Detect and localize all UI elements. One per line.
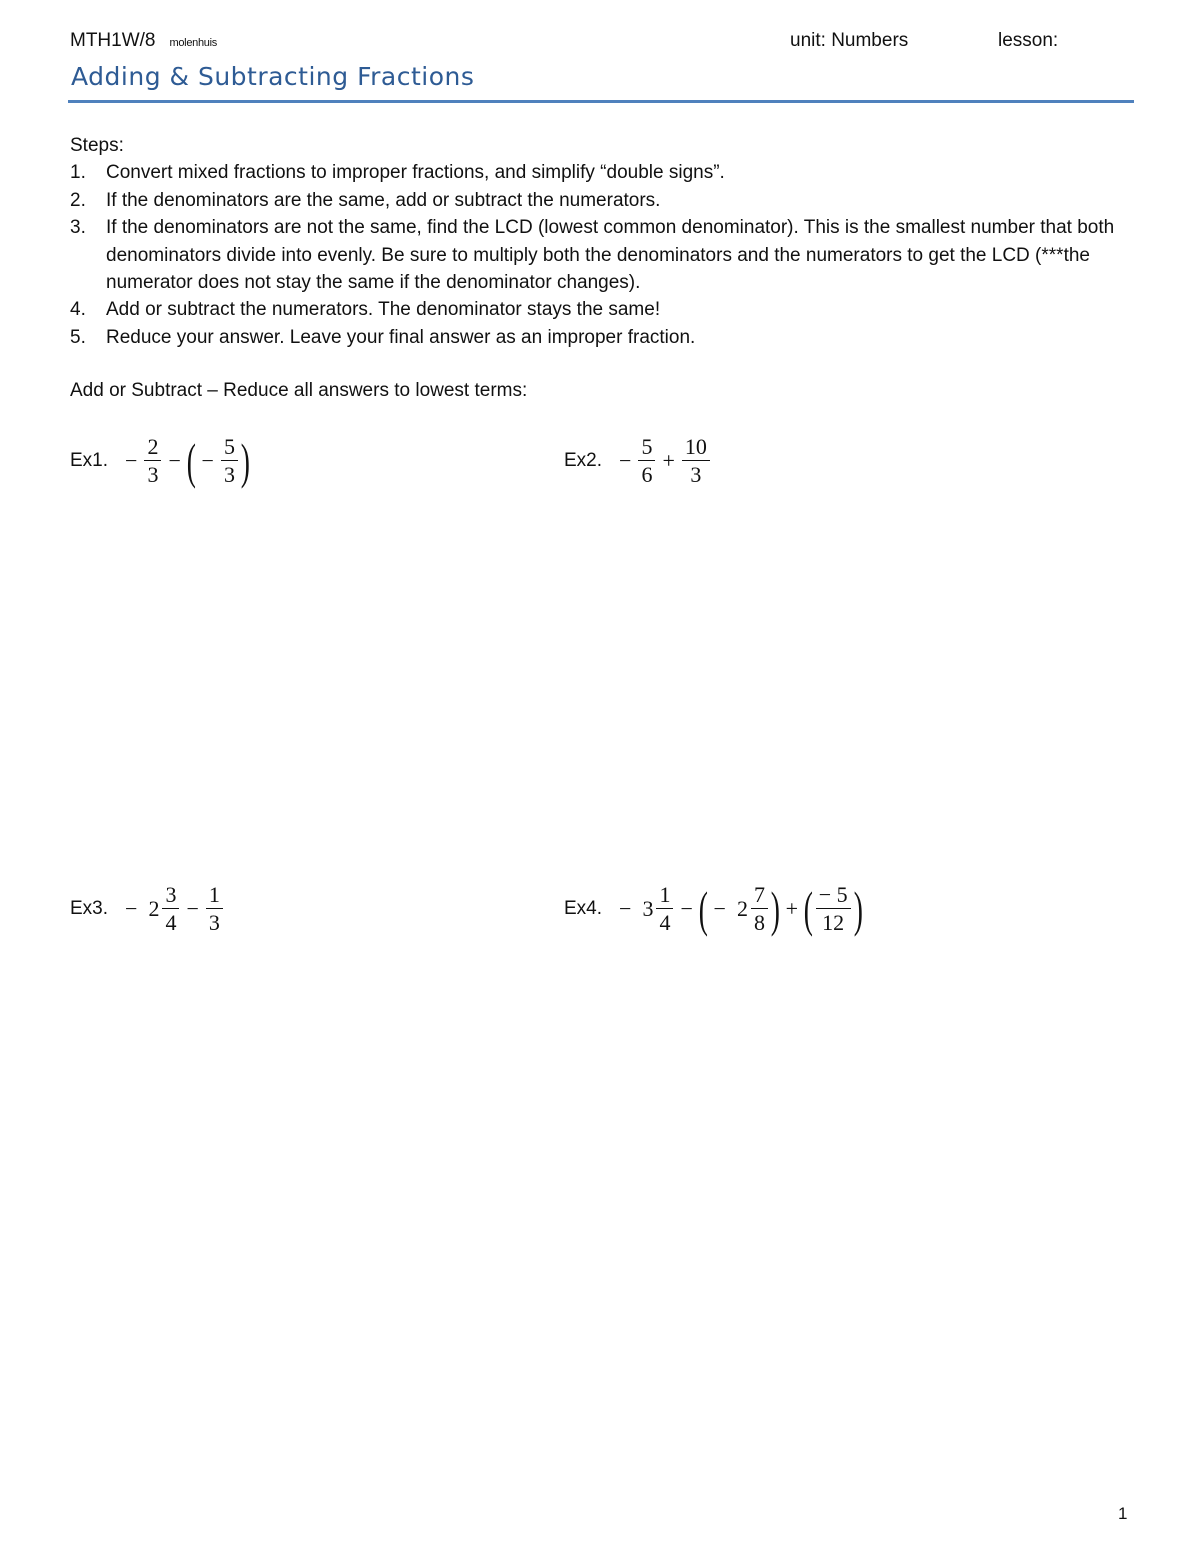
operator: − — [168, 448, 181, 473]
step-item — [70, 159, 1140, 186]
example-label: Ex4. — [564, 898, 603, 919]
numerator: 1 — [206, 884, 223, 909]
denominator: 3 — [690, 462, 702, 487]
title-underline — [68, 100, 1134, 103]
example-label: Ex3. — [70, 898, 109, 919]
minus-sign: − — [125, 448, 138, 473]
operator: + — [785, 896, 799, 921]
denominator: 12 — [822, 910, 845, 935]
minus-sign: − — [713, 896, 726, 921]
step-number: 4. — [70, 299, 86, 321]
denominator: 4 — [165, 910, 177, 935]
step-text: If the denominators are not the same, find the LCD (lowest common denominator). This is the smallest number that both denominators divide into evenly. Be sure to multiply both the denominators and the numerators to get the LCD (***the numerator does not stay the same if the denominator changes). — [106, 217, 1115, 294]
math-expression — [120, 433, 251, 489]
fraction — [162, 884, 179, 934]
steps-heading: Steps: — [70, 135, 124, 156]
example-label: Ex1. — [70, 450, 109, 471]
numerator: 2 — [144, 436, 161, 461]
fraction — [816, 884, 851, 934]
operator: + — [662, 448, 675, 473]
denominator: 3 — [147, 462, 159, 487]
lesson-label: lesson: — [998, 30, 1059, 51]
numerator: 10 — [682, 436, 710, 461]
numerator: 3 — [162, 884, 179, 909]
step-text: Convert mixed fractions to improper fractions, and simplify “double signs”. — [106, 162, 725, 184]
example-4 — [564, 881, 863, 937]
example-3 — [70, 884, 225, 934]
whole-number: 3 — [642, 896, 654, 921]
whole-number: 2 — [736, 896, 748, 921]
page-title: Adding & Subtracting Fractions — [71, 62, 475, 91]
unit-label: unit: Numbers — [790, 30, 909, 51]
fraction — [206, 884, 223, 934]
operator: − — [680, 896, 693, 921]
fraction — [656, 884, 673, 934]
fraction — [638, 436, 655, 486]
example-1 — [70, 433, 251, 489]
denominator: 3 — [223, 462, 235, 487]
fraction — [144, 436, 161, 486]
step-item — [70, 324, 1140, 351]
right-paren: ) — [770, 881, 780, 937]
step-text: If the denominators are the same, add or subtract the numerators. — [106, 189, 661, 211]
fraction — [682, 436, 710, 486]
steps-list — [70, 159, 1140, 351]
denominator: 8 — [753, 910, 765, 935]
step-text: Add or subtract the numerators. The denominator stays the same! — [106, 299, 661, 321]
step-number: 3. — [70, 217, 86, 239]
teacher-name: molenhuis — [169, 37, 217, 49]
left-paren: ( — [803, 881, 813, 937]
numerator: − 5 — [816, 884, 851, 909]
steps-section — [70, 132, 1140, 351]
step-item — [70, 187, 1140, 214]
numerator: 7 — [751, 884, 768, 909]
step-item — [70, 296, 1140, 323]
left-paren: ( — [186, 433, 196, 489]
whole-number: 2 — [148, 896, 160, 921]
example-2 — [564, 436, 712, 486]
step-number: 1. — [70, 162, 86, 184]
numerator: 5 — [638, 436, 655, 461]
minus-sign: − — [619, 896, 632, 921]
minus-sign: − — [619, 448, 632, 473]
right-paren: ) — [853, 881, 863, 937]
course-code: MTH1W/8 molenhuis — [70, 30, 217, 51]
page-header — [70, 30, 1132, 56]
exercise-instruction: Add or Subtract – Reduce all answers to lowest terms: — [70, 380, 528, 401]
example-label: Ex2. — [564, 450, 603, 471]
numerator: 5 — [221, 436, 238, 461]
operator: − — [186, 896, 199, 921]
step-text: Reduce your answer. Leave your final answer as an improper fraction. — [106, 326, 696, 348]
math-expression — [614, 881, 863, 937]
right-paren: ) — [240, 433, 250, 489]
step-number: 5. — [70, 326, 86, 348]
denominator: 4 — [659, 910, 671, 935]
minus-sign: − — [125, 896, 138, 921]
page-number: 1 — [1118, 1504, 1128, 1523]
math-expression — [120, 884, 225, 934]
step-item — [70, 214, 1140, 296]
step-number: 2. — [70, 189, 86, 211]
fraction — [221, 436, 238, 486]
math-expression — [614, 436, 712, 486]
denominator: 6 — [641, 462, 653, 487]
fraction — [751, 884, 768, 934]
minus-sign: − — [201, 448, 214, 473]
numerator: 1 — [656, 884, 673, 909]
left-paren: ( — [698, 881, 708, 937]
denominator: 3 — [208, 910, 220, 935]
